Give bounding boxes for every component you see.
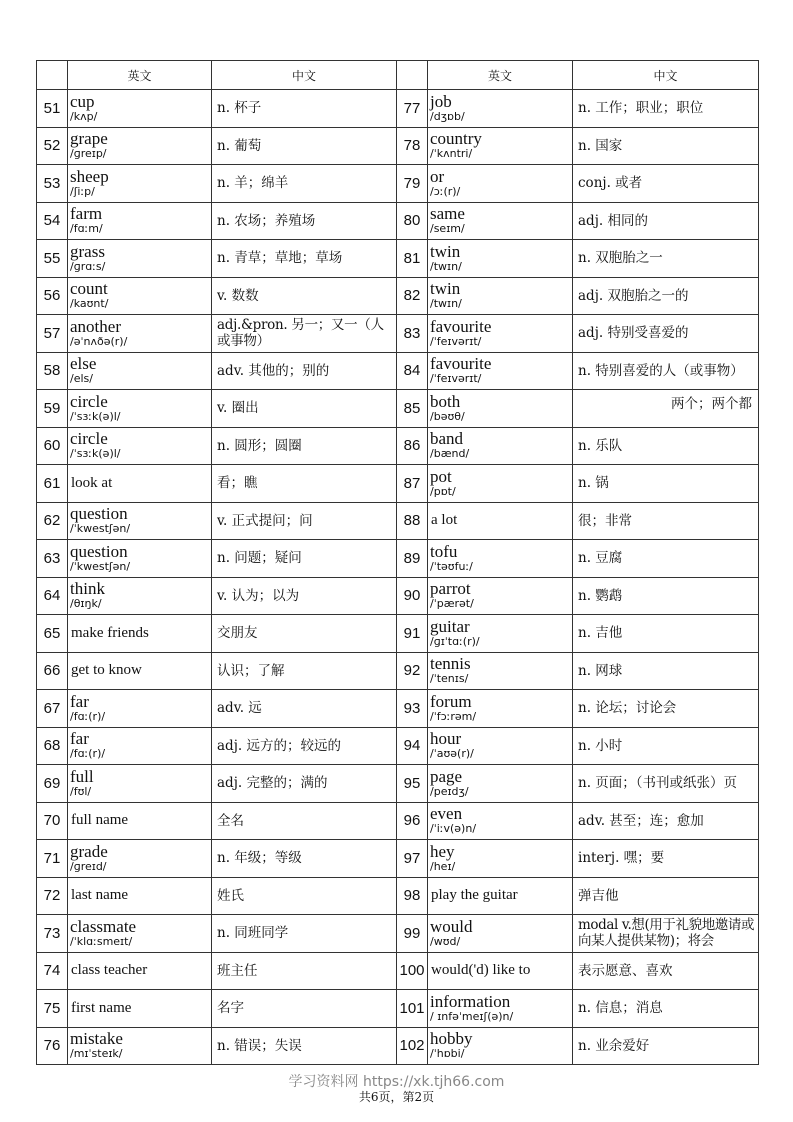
english-cell-left <box>68 277 212 315</box>
chinese-meaning-right: conj. 或者 <box>573 165 759 203</box>
phonetic: /ɔː(r)/ <box>430 184 461 198</box>
row-number-left: 73 <box>37 915 68 953</box>
english-cell-left <box>68 315 212 353</box>
row-number-left: 70 <box>37 802 68 840</box>
row-number-left: 55 <box>37 240 68 278</box>
chinese-meaning-left: n. 同班同学 <box>212 915 397 953</box>
english-phrase: get to know <box>71 662 142 679</box>
table-row <box>37 502 759 540</box>
chinese-meaning-right: n. 国家 <box>573 127 759 165</box>
row-number-left: 72 <box>37 877 68 915</box>
row-number-left: 54 <box>37 202 68 240</box>
row-number-right: 78 <box>397 127 428 165</box>
row-number-right: 81 <box>397 240 428 278</box>
row-number-right: 87 <box>397 465 428 503</box>
chinese-meaning-left: adv. 远 <box>212 690 397 728</box>
english-word: tennis <box>430 654 471 674</box>
phonetic: /kʌp/ <box>70 109 98 123</box>
english-word: tofu <box>430 541 458 561</box>
phonetic: /heɪ/ <box>430 859 456 873</box>
row-number-right: 86 <box>397 427 428 465</box>
row-number-left: 64 <box>37 577 68 615</box>
english-phrase: full name <box>71 812 129 829</box>
chinese-meaning-right: n. 豆腐 <box>573 540 759 578</box>
footer-page-number: 共6页，第2页 <box>358 1090 435 1104</box>
chinese-meaning-right: n. 业余爱好 <box>573 1027 759 1065</box>
english-word: hey <box>430 841 455 861</box>
chinese-meaning-left: 看；瞧 <box>212 465 397 503</box>
english-cell-left <box>68 577 212 615</box>
table-row <box>37 990 759 1028</box>
english-word: forum <box>430 691 472 711</box>
english-word: far <box>70 729 89 749</box>
english-cell-right <box>428 877 573 915</box>
english-cell-left <box>68 465 212 503</box>
english-word: job <box>430 91 452 111</box>
row-number-right: 85 <box>397 390 428 428</box>
row-number-right: 102 <box>397 1027 428 1065</box>
table-row <box>37 540 759 578</box>
chinese-meaning-right: n. 论坛；讨论会 <box>573 690 759 728</box>
english-cell-right <box>428 465 573 503</box>
vocabulary-table <box>36 60 759 1065</box>
english-word: would <box>430 916 473 936</box>
footer-watermark: 学习资料网 https://xk.tjh66.com <box>288 1074 505 1090</box>
chinese-meaning-right: 弹吉他 <box>573 877 759 915</box>
english-cell-left <box>68 690 212 728</box>
english-cell-left <box>68 540 212 578</box>
table-row <box>37 127 759 165</box>
phonetic: /els/ <box>70 372 93 386</box>
phonetic: /seɪm/ <box>430 222 465 236</box>
english-word: grass <box>70 241 105 261</box>
phonetic: /ˈfeɪvərɪt/ <box>430 334 482 348</box>
chinese-meaning-right: adj. 特别受喜爱的 <box>573 315 759 353</box>
english-cell-right <box>428 427 573 465</box>
english-word: mistake <box>70 1029 123 1049</box>
chinese-meaning-left: adj. 远方的；较远的 <box>212 727 397 765</box>
phonetic: /wʊd/ <box>430 934 461 948</box>
phonetic: /fɑːm/ <box>70 222 103 236</box>
english-phrase: play the guitar <box>431 887 518 904</box>
phonetic: /ˈkʌntri/ <box>430 147 473 161</box>
english-word: page <box>430 766 463 786</box>
table-row <box>37 652 759 690</box>
row-number-left: 76 <box>37 1027 68 1065</box>
phonetic: /bəʊθ/ <box>430 409 465 423</box>
table-row <box>37 802 759 840</box>
english-cell-left <box>68 877 212 915</box>
english-cell-right <box>428 90 573 128</box>
table-row <box>37 277 759 315</box>
english-cell-right <box>428 802 573 840</box>
table-row <box>37 90 759 128</box>
phonetic: /ˈkwestʃən/ <box>70 522 131 536</box>
table-row <box>37 165 759 203</box>
table-row <box>37 727 759 765</box>
english-phrase: a lot <box>431 512 458 529</box>
chinese-meaning-right: n. 乐队 <box>573 427 759 465</box>
english-cell-left <box>68 727 212 765</box>
row-number-right: 98 <box>397 877 428 915</box>
table-row <box>37 765 759 803</box>
english-word: guitar <box>430 616 470 636</box>
row-number-right: 100 <box>397 952 428 990</box>
english-cell-left <box>68 427 212 465</box>
chinese-meaning-right: n. 网球 <box>573 652 759 690</box>
english-cell-right <box>428 127 573 165</box>
chinese-meaning-right: adv. 甚至；连；愈加 <box>573 802 759 840</box>
phonetic: /ˈsɜːk(ə)l/ <box>70 409 121 423</box>
english-cell-right <box>428 652 573 690</box>
phonetic: /mɪˈsteɪk/ <box>70 1047 123 1061</box>
phonetic: /əˈnʌðə(r)/ <box>70 334 128 348</box>
table-row <box>37 352 759 390</box>
chinese-meaning-left: v. 圈出 <box>212 390 397 428</box>
phonetic: /θɪŋk/ <box>70 597 102 611</box>
english-cell-left <box>68 952 212 990</box>
chinese-meaning-left: n. 农场；养殖场 <box>212 202 397 240</box>
table-row <box>37 202 759 240</box>
english-phrase: look at <box>71 474 113 491</box>
english-cell-left <box>68 840 212 878</box>
table-row <box>37 952 759 990</box>
english-cell-left <box>68 765 212 803</box>
english-phrase: make friends <box>71 624 149 641</box>
english-cell-right <box>428 540 573 578</box>
phonetic: /fɑː(r)/ <box>70 709 106 723</box>
chinese-meaning-left: adv. 其他的；别的 <box>212 352 397 390</box>
row-number-right: 88 <box>397 502 428 540</box>
row-number-left: 61 <box>37 465 68 503</box>
phonetic: /bænd/ <box>430 447 470 461</box>
row-number-left: 62 <box>37 502 68 540</box>
phonetic: /twɪn/ <box>430 297 462 311</box>
table-row <box>37 915 759 953</box>
english-cell-left <box>68 1027 212 1065</box>
english-cell-right <box>428 502 573 540</box>
header-row <box>37 61 759 90</box>
chinese-meaning-left: 名字 <box>212 990 397 1028</box>
english-word: question <box>70 541 128 561</box>
row-number-left: 71 <box>37 840 68 878</box>
english-word: favourite <box>430 354 492 374</box>
chinese-meaning-right <box>573 390 759 428</box>
english-cell-left <box>68 390 212 428</box>
chinese-meaning-right: adj. 相同的 <box>573 202 759 240</box>
english-word: twin <box>430 241 461 261</box>
chinese-meaning-right: modal v.想(用于礼貌地邀请或向某人提供某物)；将会 <box>573 915 759 953</box>
row-number-right: 94 <box>397 727 428 765</box>
phonetic: /ˈsɜːk(ə)l/ <box>70 447 121 461</box>
chinese-meaning-left: n. 葡萄 <box>212 127 397 165</box>
table-row <box>37 840 759 878</box>
english-cell-left <box>68 915 212 953</box>
table-row <box>37 390 759 428</box>
english-cell-right <box>428 990 573 1028</box>
english-cell-right <box>428 915 573 953</box>
english-word: favourite <box>430 316 492 336</box>
english-word: classmate <box>70 916 137 936</box>
chinese-meaning-left: n. 圆形；圆圈 <box>212 427 397 465</box>
row-number-left: 57 <box>37 315 68 353</box>
chinese-meaning-right: n. 特别喜爱的人（或事物） <box>573 352 759 390</box>
table-row <box>37 1027 759 1065</box>
english-word: count <box>70 279 108 299</box>
row-number-right: 83 <box>397 315 428 353</box>
english-cell-left <box>68 802 212 840</box>
phonetic: /kaʊnt/ <box>70 297 109 311</box>
english-word: think <box>70 579 105 599</box>
header-chinese-left: 中文 <box>212 61 397 90</box>
english-word: circle <box>70 391 108 411</box>
english-cell-right <box>428 1027 573 1065</box>
row-number-left: 67 <box>37 690 68 728</box>
english-word: both <box>430 391 461 411</box>
english-cell-left <box>68 990 212 1028</box>
row-number-left: 69 <box>37 765 68 803</box>
english-word: grade <box>70 841 108 861</box>
chinese-meaning-right: 很；非常 <box>573 502 759 540</box>
english-cell-left <box>68 502 212 540</box>
table-row <box>37 615 759 653</box>
row-number-right: 89 <box>397 540 428 578</box>
row-number-left: 60 <box>37 427 68 465</box>
table-row <box>37 315 759 353</box>
chinese-meaning-left: 班主任 <box>212 952 397 990</box>
table-row <box>37 690 759 728</box>
chinese-meaning-left: 交朋友 <box>212 615 397 653</box>
row-number-left: 66 <box>37 652 68 690</box>
english-word: parrot <box>430 579 471 599</box>
english-cell-right <box>428 240 573 278</box>
english-word: cup <box>70 91 95 111</box>
english-word: question <box>70 504 128 524</box>
phonetic: /fɑː(r)/ <box>70 747 106 761</box>
english-word: pot <box>430 466 452 486</box>
english-phrase: last name <box>71 887 129 904</box>
row-number-right: 95 <box>397 765 428 803</box>
table-row <box>37 465 759 503</box>
phonetic: /ˈtəʊfuː/ <box>430 559 473 573</box>
phonetic: /ˈpærət/ <box>430 597 474 611</box>
table-row <box>37 427 759 465</box>
english-word: circle <box>70 429 108 449</box>
phonetic: /ʃiːp/ <box>70 184 95 198</box>
header-chinese-right: 中文 <box>573 61 759 90</box>
english-cell-right <box>428 315 573 353</box>
english-phrase: class teacher <box>71 962 148 979</box>
chinese-meaning-left: 姓氏 <box>212 877 397 915</box>
phonetic: / ɪnfəˈmeɪʃ(ə)n/ <box>430 1009 514 1023</box>
english-cell-right <box>428 390 573 428</box>
row-number-right: 80 <box>397 202 428 240</box>
row-number-right: 99 <box>397 915 428 953</box>
english-cell-left <box>68 352 212 390</box>
row-number-left: 56 <box>37 277 68 315</box>
english-word: hobby <box>430 1029 473 1049</box>
row-number-left: 75 <box>37 990 68 1028</box>
row-number-right: 96 <box>397 802 428 840</box>
english-cell-right <box>428 352 573 390</box>
row-number-left: 53 <box>37 165 68 203</box>
header-english-left: 英文 <box>68 61 212 90</box>
english-word: or <box>430 166 445 186</box>
chinese-meaning-left: v. 数数 <box>212 277 397 315</box>
row-number-right: 93 <box>397 690 428 728</box>
phonetic: /ɡɪˈtɑː(r)/ <box>430 634 480 648</box>
phonetic: /ˈkwestʃən/ <box>70 559 131 573</box>
english-word: even <box>430 804 463 824</box>
phonetic: /ˈfɔːrəm/ <box>430 709 477 723</box>
chinese-meaning-left: n. 年级；等级 <box>212 840 397 878</box>
english-word: grape <box>70 129 108 149</box>
phonetic: /fʊl/ <box>70 784 92 798</box>
phonetic: /ˈfeɪvərɪt/ <box>430 372 482 386</box>
english-word: information <box>430 991 511 1011</box>
chinese-meaning-right: n. 鹦鹉 <box>573 577 759 615</box>
english-cell-left <box>68 202 212 240</box>
chinese-meaning-left: v. 认为；以为 <box>212 577 397 615</box>
chinese-meaning-left: n. 羊；绵羊 <box>212 165 397 203</box>
english-cell-left <box>68 127 212 165</box>
header-num-left <box>37 61 68 90</box>
phonetic: /ˈhɒbi/ <box>430 1047 465 1061</box>
row-number-left: 52 <box>37 127 68 165</box>
chinese-meaning-right: n. 工作；职业；职位 <box>573 90 759 128</box>
phonetic: /ˈaʊə(r)/ <box>430 747 474 761</box>
english-cell-right <box>428 840 573 878</box>
english-word: far <box>70 691 89 711</box>
chinese-meaning-right: adj. 双胞胎之一的 <box>573 277 759 315</box>
table-row <box>37 577 759 615</box>
chinese-meaning-left: adj. 完整的；满的 <box>212 765 397 803</box>
chinese-meaning-left: 全名 <box>212 802 397 840</box>
row-number-right: 97 <box>397 840 428 878</box>
row-number-right: 84 <box>397 352 428 390</box>
header-english-right: 英文 <box>428 61 573 90</box>
english-word: farm <box>70 204 103 224</box>
row-number-left: 74 <box>37 952 68 990</box>
english-phrase: first name <box>71 999 132 1016</box>
header-num-right <box>397 61 428 90</box>
row-number-right: 92 <box>397 652 428 690</box>
phonetic: /twɪn/ <box>430 259 462 273</box>
row-number-right: 82 <box>397 277 428 315</box>
english-cell-right <box>428 765 573 803</box>
phonetic: /ɡreɪd/ <box>70 859 107 873</box>
english-cell-right <box>428 727 573 765</box>
chinese-meaning-right: n. 信息；消息 <box>573 990 759 1028</box>
english-phrase: would('d) like to <box>431 962 531 979</box>
phonetic: /ˈtenɪs/ <box>430 672 469 686</box>
chinese-meaning-left: n. 问题；疑问 <box>212 540 397 578</box>
row-number-right: 79 <box>397 165 428 203</box>
english-cell-left <box>68 90 212 128</box>
english-word: another <box>70 316 121 336</box>
english-word: full <box>70 766 94 786</box>
phonetic: /peɪdʒ/ <box>430 784 469 798</box>
row-number-left: 51 <box>37 90 68 128</box>
phonetic: /dʒɒb/ <box>430 109 465 123</box>
row-number-left: 63 <box>37 540 68 578</box>
english-cell-right <box>428 277 573 315</box>
chinese-meaning-right: 表示愿意、喜欢 <box>573 952 759 990</box>
english-word: band <box>430 429 464 449</box>
chinese-meaning-left: n. 错误；失误 <box>212 1027 397 1065</box>
chinese-meaning-right: n. 小时 <box>573 727 759 765</box>
english-cell-right <box>428 615 573 653</box>
chinese-meaning-right: n. 双胞胎之一 <box>573 240 759 278</box>
row-number-left: 59 <box>37 390 68 428</box>
phonetic: /ˈklɑːsmeɪt/ <box>70 934 133 948</box>
english-word: same <box>430 204 465 224</box>
row-number-right: 77 <box>397 90 428 128</box>
chinese-meaning-left: n. 杯子 <box>212 90 397 128</box>
chinese-meaning-left: n. 青草；草地；草场 <box>212 240 397 278</box>
english-cell-right <box>428 577 573 615</box>
phonetic: /ɡreɪp/ <box>70 147 107 161</box>
row-number-left: 58 <box>37 352 68 390</box>
english-word: twin <box>430 279 461 299</box>
english-word: sheep <box>70 166 109 186</box>
english-cell-right <box>428 952 573 990</box>
row-number-right: 101 <box>397 990 428 1028</box>
table-row <box>37 240 759 278</box>
meaning-text: 两个；两个都 <box>671 396 752 413</box>
english-word: country <box>430 129 482 149</box>
row-number-right: 90 <box>397 577 428 615</box>
english-cell-right <box>428 202 573 240</box>
english-cell-right <box>428 690 573 728</box>
chinese-meaning-right: n. 吉他 <box>573 615 759 653</box>
phonetic: /ɡrɑːs/ <box>70 259 106 273</box>
table-row <box>37 877 759 915</box>
english-cell-left <box>68 615 212 653</box>
row-number-left: 68 <box>37 727 68 765</box>
chinese-meaning-left: 认识；了解 <box>212 652 397 690</box>
english-cell-left <box>68 240 212 278</box>
chinese-meaning-right: interj. 嘿；要 <box>573 840 759 878</box>
chinese-meaning-left: v. 正式提问；问 <box>212 502 397 540</box>
phonetic: /ˈiːv(ə)n/ <box>430 822 477 836</box>
phonetic: /pɒt/ <box>430 484 456 498</box>
chinese-meaning-right: n. 锅 <box>573 465 759 503</box>
english-cell-left <box>68 652 212 690</box>
chinese-meaning-right: n. 页面；（书刊或纸张）页 <box>573 765 759 803</box>
english-word: else <box>70 354 97 374</box>
chinese-meaning-left: adj.&pron. 另一；又一（人或事物） <box>212 315 397 353</box>
row-number-left: 65 <box>37 615 68 653</box>
english-cell-right <box>428 165 573 203</box>
row-number-right: 91 <box>397 615 428 653</box>
english-cell-left <box>68 165 212 203</box>
english-word: hour <box>430 729 462 749</box>
